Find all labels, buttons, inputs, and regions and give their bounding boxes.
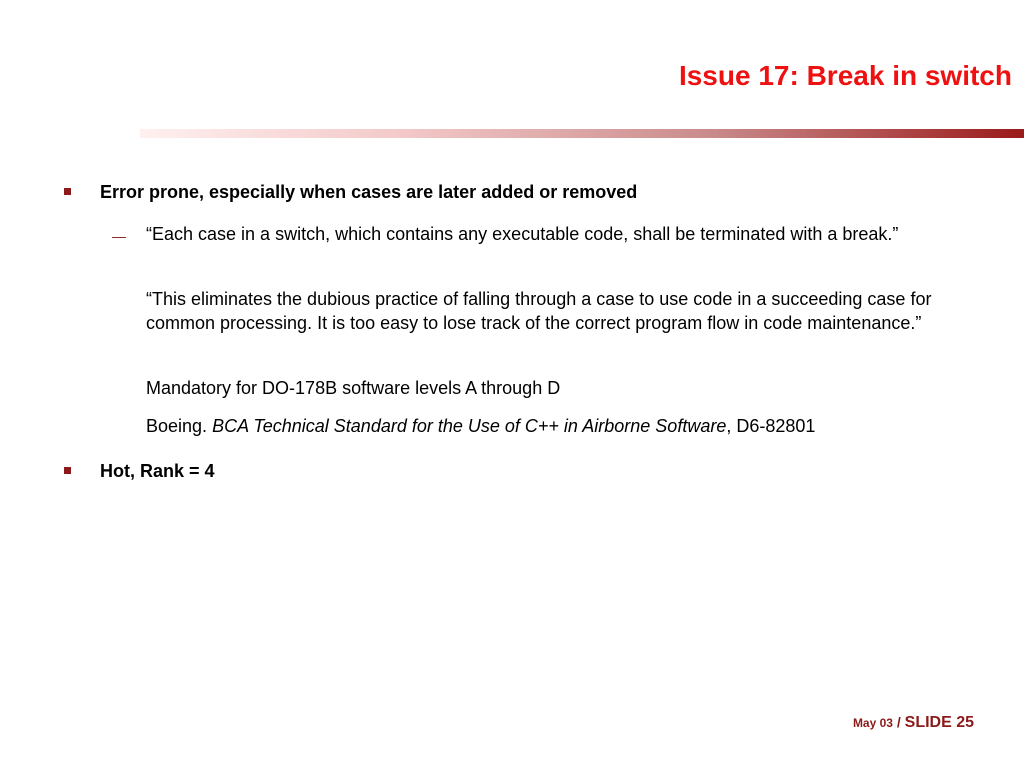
sub-bullet-mandatory: Mandatory for DO-178B software levels A through D xyxy=(146,378,561,398)
reference-title: BCA Technical Standard for the Use of C++ in Airborne Software xyxy=(212,416,727,436)
bullet-text: Error prone, especially when cases are later added or removed xyxy=(100,182,638,202)
square-bullet-icon xyxy=(64,467,71,474)
footer-separator: / xyxy=(892,714,905,730)
title-divider xyxy=(140,129,1024,138)
sub-bullet-rationale: “This eliminates the dubious practice of falling through a case to use code in a succeeding case for common processing. It is too easy to lose track of the correct program flow in code maintenance.” xyxy=(146,289,932,333)
reference-id: , D6-82801 xyxy=(726,416,816,436)
reference-author: Boeing. xyxy=(146,416,213,436)
bullet-text: Hot, Rank = 4 xyxy=(100,461,215,481)
slide-footer xyxy=(853,714,974,732)
slide-number: SLIDE 25 xyxy=(904,714,974,731)
sub-bullet-reference xyxy=(146,414,986,438)
slide-title: Issue 17: Break in switch xyxy=(678,60,1012,91)
square-bullet-icon xyxy=(64,188,71,195)
sub-bullet-quote: “Each case in a switch, which contains any executable code, shall be terminated with a break.” xyxy=(146,224,899,244)
dash-bullet-icon: — xyxy=(112,228,126,244)
footer-date: May 03 xyxy=(852,716,893,730)
